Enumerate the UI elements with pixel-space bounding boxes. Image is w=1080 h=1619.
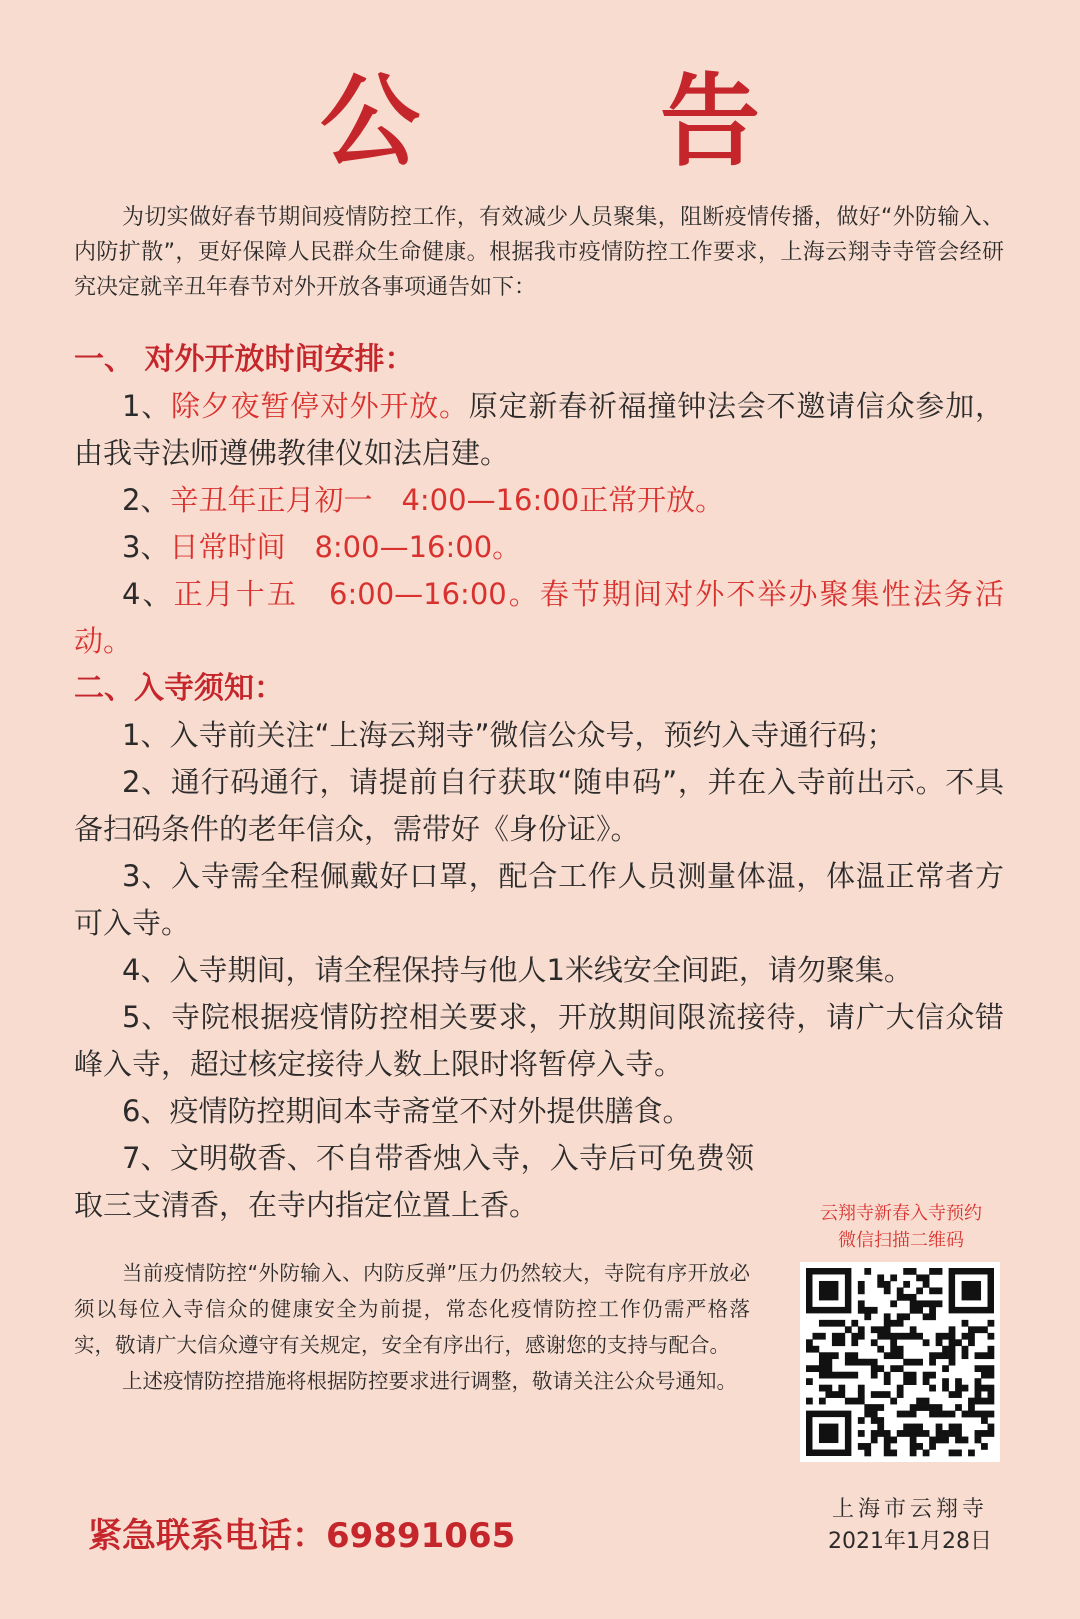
section2-item: 7、文明敬香、不自带香烛入寺，入寺后可免费领取三支清香，在寺内指定位置上香。 xyxy=(74,1141,754,1222)
qr-code-icon[interactable] xyxy=(800,1262,1000,1462)
qr-caption xyxy=(790,1200,1012,1254)
section2-heading: 二、入寺须知： xyxy=(74,671,284,706)
section1-item-4: 4、正月十五 6:00—16:00。春节期间对外不举办聚集性法务活动。 xyxy=(74,577,1005,658)
section2-item: 5、寺院根据疫情防控相关要求，开放期间限流接待，请广大信众错峰入寺，超过核定接待人数上限时将暂停入寺。 xyxy=(74,1000,1004,1081)
emergency-phone: 紧急联系电话：69891065 xyxy=(88,1516,516,1556)
signature-date: 2021年1月28日 xyxy=(828,1529,992,1554)
section1-item-3: 3、日常时间 8:00—16:00。 xyxy=(122,530,522,564)
section1-item-1: 1、除夕夜暂停对外开放。原定新春祈福撞钟法会不邀请信众参加，由我寺法师遵佛教律仪如法启建。 xyxy=(74,389,1004,470)
notice-body xyxy=(74,336,1004,1229)
section2-item: 2、通行码通行，请提前自行获取“随申码”，并在入寺前出示。不具备扫码条件的老年信众，需带好《身份证》。 xyxy=(74,765,1004,846)
section2-item: 6、疫情防控期间本寺斋堂不对外提供膳食。 xyxy=(122,1094,692,1128)
closing-notice xyxy=(74,1255,750,1399)
qr-code-graphic xyxy=(800,1262,1000,1462)
section2-item: 3、入寺需全程佩戴好口罩，配合工作人员测量体温，体温正常者方可入寺。 xyxy=(74,859,1004,940)
section1-item-2: 2、辛丑年正月初一 4:00—16:00正常开放。 xyxy=(122,483,725,517)
section2-item: 4、入寺期间，请全程保持与他人1米线安全间距，请勿聚集。 xyxy=(122,953,913,987)
intro-paragraph: 为切实做好春节期间疫情防控工作，有效减少人员聚集，阻断疫情传播，做好“外防输入、内防扩散”，更好保障人民群众生命健康。根据我市疫情防控工作要求，上海云翔寺寺管会经研究决定就辛丑年春节对外开放各事项通告如下： xyxy=(74,205,1004,300)
closing-paragraph-1: 当前疫情防控“外防输入、内防反弹”压力仍然较大，寺院有序开放必须以每位入寺信众的健康安全为前提，常态化疫情防控工作仍需严格落实，敬请广大信众遵守有关规定，安全有序出行，感谢您的支持与配合。 xyxy=(74,1261,750,1357)
signature-block xyxy=(800,1494,1020,1558)
signature-org: 上海市云翔寺 xyxy=(831,1497,988,1522)
page-title: 公 告 xyxy=(320,63,830,180)
section2-item: 1、入寺前关注“上海云翔寺”微信公众号，预约入寺通行码； xyxy=(122,718,896,752)
closing-paragraph-2: 上述疫情防控措施将根据防控要求进行调整，敬请关注公众号通知。 xyxy=(122,1369,737,1393)
section1-heading: 一、 对外开放时间安排： xyxy=(74,342,415,377)
qr-caption-line-2: 微信扫描二维码 xyxy=(838,1230,964,1251)
qr-caption-line-1: 云翔寺新春入寺预约 xyxy=(820,1203,982,1224)
